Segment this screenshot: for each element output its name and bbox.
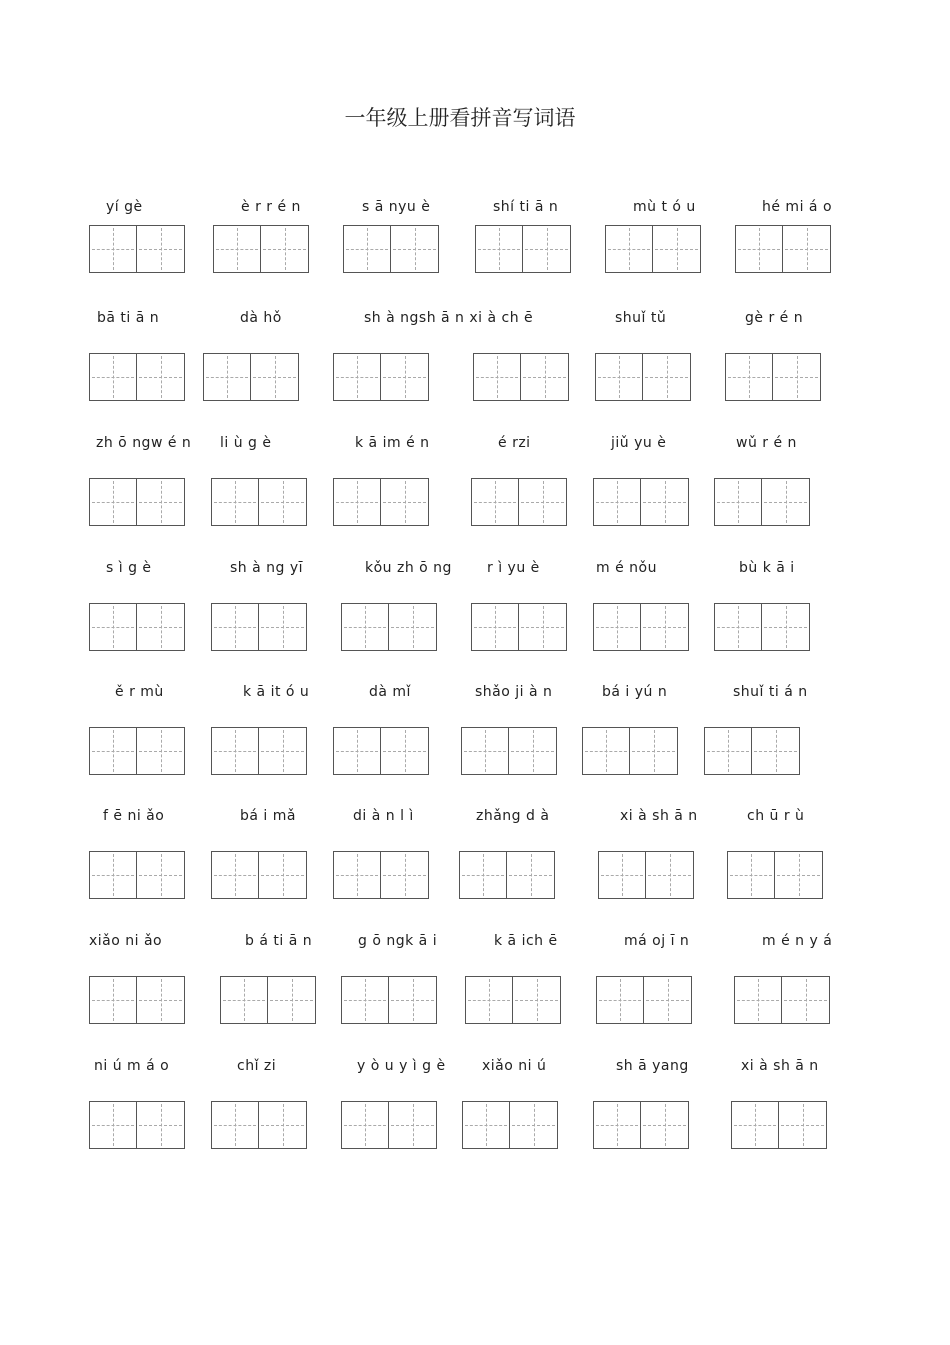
- pinyin-label: g ō ngk ā i: [358, 933, 438, 949]
- pinyin-label: má oj ī n: [624, 933, 690, 949]
- writing-boxes[interactable]: [459, 851, 555, 899]
- tianzige-cell[interactable]: [653, 225, 701, 273]
- tianzige-cell[interactable]: [89, 603, 137, 651]
- pinyin-label: xi à sh ā n: [620, 808, 698, 824]
- writing-boxes[interactable]: [605, 225, 701, 273]
- pinyin-label: dà mǐ: [369, 684, 411, 700]
- writing-boxes[interactable]: [735, 225, 831, 273]
- tianzige-cell[interactable]: [211, 603, 259, 651]
- writing-boxes[interactable]: [343, 225, 439, 273]
- pinyin-label: jiǔ yu è: [611, 435, 667, 451]
- writing-boxes[interactable]: [593, 478, 689, 526]
- tianzige-cell[interactable]: [752, 727, 800, 775]
- tianzige-cell[interactable]: [211, 727, 259, 775]
- pinyin-label: li ù g è: [220, 435, 272, 451]
- tianzige-cell[interactable]: [137, 353, 185, 401]
- tianzige-cell[interactable]: [333, 478, 381, 526]
- writing-boxes[interactable]: [725, 353, 821, 401]
- tianzige-cell[interactable]: [259, 1101, 307, 1149]
- writing-boxes[interactable]: [596, 976, 692, 1024]
- pinyin-label: shǎo ji à n: [475, 684, 553, 700]
- pinyin-label: bá i yú n: [602, 684, 668, 700]
- word-row: [0, 933, 950, 1043]
- pinyin-label: è r r é n: [241, 199, 301, 215]
- pinyin-label: r ì yu è: [487, 560, 540, 576]
- tianzige-cell[interactable]: [643, 353, 691, 401]
- pinyin-label: sh à ngsh ā n xi à ch ē: [364, 310, 534, 326]
- tianzige-cell[interactable]: [89, 727, 137, 775]
- pinyin-label: sh à ng yī: [230, 560, 304, 576]
- writing-boxes[interactable]: [473, 353, 569, 401]
- pinyin-label: bá i mǎ: [240, 808, 296, 824]
- tianzige-cell[interactable]: [268, 976, 316, 1024]
- writing-boxes[interactable]: [89, 727, 185, 775]
- word-row: [0, 808, 950, 918]
- pinyin-label: zh ō ngw é n: [96, 435, 192, 451]
- writing-boxes[interactable]: [734, 976, 830, 1024]
- writing-boxes[interactable]: [341, 1101, 437, 1149]
- tianzige-cell[interactable]: [137, 851, 185, 899]
- writing-boxes[interactable]: [598, 851, 694, 899]
- tianzige-cell[interactable]: [735, 225, 783, 273]
- writing-boxes[interactable]: [89, 851, 185, 899]
- writing-boxes[interactable]: [211, 727, 307, 775]
- pinyin-label: shí ti ā n: [493, 199, 559, 215]
- pinyin-label: m é nǒu: [596, 560, 657, 576]
- tianzige-cell[interactable]: [725, 353, 773, 401]
- tianzige-cell[interactable]: [333, 727, 381, 775]
- tianzige-cell[interactable]: [598, 851, 646, 899]
- writing-boxes[interactable]: [211, 1101, 307, 1149]
- writing-boxes[interactable]: [475, 225, 571, 273]
- writing-boxes[interactable]: [731, 1101, 827, 1149]
- tianzige-cell[interactable]: [259, 478, 307, 526]
- pinyin-label: b á ti ā n: [245, 933, 313, 949]
- tianzige-cell[interactable]: [211, 478, 259, 526]
- tianzige-cell[interactable]: [783, 225, 831, 273]
- tianzige-cell[interactable]: [261, 225, 309, 273]
- tianzige-cell[interactable]: [519, 478, 567, 526]
- writing-boxes[interactable]: [704, 727, 800, 775]
- writing-boxes[interactable]: [341, 976, 437, 1024]
- tianzige-cell[interactable]: [641, 1101, 689, 1149]
- pinyin-label: hé mi á o: [762, 199, 833, 215]
- word-row: [0, 310, 950, 420]
- writing-boxes[interactable]: [595, 353, 691, 401]
- writing-boxes[interactable]: [89, 603, 185, 651]
- writing-boxes[interactable]: [333, 353, 429, 401]
- pinyin-label: xiǎo ni ǎo: [89, 933, 163, 949]
- tianzige-cell[interactable]: [465, 976, 513, 1024]
- writing-boxes[interactable]: [341, 603, 437, 651]
- word-row: [0, 560, 950, 670]
- tianzige-cell[interactable]: [381, 727, 429, 775]
- tianzige-cell[interactable]: [251, 353, 299, 401]
- tianzige-cell[interactable]: [595, 353, 643, 401]
- writing-boxes[interactable]: [213, 225, 309, 273]
- tianzige-cell[interactable]: [137, 1101, 185, 1149]
- tianzige-cell[interactable]: [381, 353, 429, 401]
- tianzige-cell[interactable]: [605, 225, 653, 273]
- pinyin-label: zhǎng d à: [476, 808, 550, 824]
- word-row: [0, 435, 950, 545]
- writing-boxes[interactable]: [203, 353, 299, 401]
- tianzige-cell[interactable]: [213, 225, 261, 273]
- writing-boxes[interactable]: [333, 727, 429, 775]
- writing-boxes[interactable]: [727, 851, 823, 899]
- tianzige-cell[interactable]: [461, 727, 509, 775]
- tianzige-cell[interactable]: [762, 603, 810, 651]
- pinyin-label: m é n y á: [762, 933, 833, 949]
- tianzige-cell[interactable]: [89, 976, 137, 1024]
- pinyin-label: s ā nyu è: [362, 199, 431, 215]
- pinyin-label: bā ti ā n: [97, 310, 160, 326]
- tianzige-cell[interactable]: [137, 727, 185, 775]
- pinyin-label: k ā it ó u: [243, 684, 310, 700]
- writing-boxes[interactable]: [465, 976, 561, 1024]
- tianzige-cell[interactable]: [775, 851, 823, 899]
- tianzige-cell[interactable]: [381, 478, 429, 526]
- tianzige-cell[interactable]: [593, 603, 641, 651]
- tianzige-cell[interactable]: [782, 976, 830, 1024]
- tianzige-cell[interactable]: [343, 225, 391, 273]
- word-row: [0, 1058, 950, 1168]
- pinyin-label: mù t ó u: [633, 199, 696, 215]
- pinyin-label: dà hǒ: [240, 310, 282, 326]
- pinyin-label: di à n l ì: [353, 808, 414, 824]
- tianzige-cell[interactable]: [582, 727, 630, 775]
- tianzige-cell[interactable]: [779, 1101, 827, 1149]
- tianzige-cell[interactable]: [211, 1101, 259, 1149]
- tianzige-cell[interactable]: [89, 225, 137, 273]
- writing-boxes[interactable]: [714, 603, 810, 651]
- tianzige-cell[interactable]: [341, 1101, 389, 1149]
- tianzige-cell[interactable]: [641, 603, 689, 651]
- pinyin-label: kǒu zh ō ng: [365, 560, 452, 576]
- writing-boxes[interactable]: [211, 603, 307, 651]
- word-row: [0, 199, 950, 309]
- writing-boxes[interactable]: [333, 478, 429, 526]
- tianzige-cell[interactable]: [259, 727, 307, 775]
- tianzige-cell[interactable]: [513, 976, 561, 1024]
- pinyin-label: xi à sh ā n: [741, 1058, 819, 1074]
- tianzige-cell[interactable]: [462, 1101, 510, 1149]
- tianzige-cell[interactable]: [593, 1101, 641, 1149]
- tianzige-cell[interactable]: [507, 851, 555, 899]
- tianzige-cell[interactable]: [137, 225, 185, 273]
- tianzige-cell[interactable]: [523, 225, 571, 273]
- tianzige-cell[interactable]: [137, 976, 185, 1024]
- writing-boxes[interactable]: [714, 478, 810, 526]
- tianzige-cell[interactable]: [473, 353, 521, 401]
- pinyin-label: sh ā yang: [616, 1058, 689, 1074]
- pinyin-label: shuǐ tǔ: [615, 310, 667, 326]
- pinyin-label: bù k ā i: [739, 560, 795, 576]
- pinyin-label: ch ū r ù: [747, 808, 805, 824]
- writing-boxes[interactable]: [220, 976, 316, 1024]
- tianzige-cell[interactable]: [521, 353, 569, 401]
- writing-boxes[interactable]: [471, 603, 567, 651]
- tianzige-cell[interactable]: [714, 478, 762, 526]
- writing-boxes[interactable]: [471, 478, 567, 526]
- tianzige-cell[interactable]: [510, 1101, 558, 1149]
- tianzige-cell[interactable]: [389, 603, 437, 651]
- tianzige-cell[interactable]: [762, 478, 810, 526]
- tianzige-cell[interactable]: [731, 1101, 779, 1149]
- writing-boxes[interactable]: [462, 1101, 558, 1149]
- tianzige-cell[interactable]: [641, 478, 689, 526]
- tianzige-cell[interactable]: [646, 851, 694, 899]
- tianzige-cell[interactable]: [89, 1101, 137, 1149]
- tianzige-cell[interactable]: [519, 603, 567, 651]
- tianzige-cell[interactable]: [89, 353, 137, 401]
- tianzige-cell[interactable]: [509, 727, 557, 775]
- word-row: [0, 684, 950, 794]
- writing-boxes[interactable]: [89, 1101, 185, 1149]
- tianzige-cell[interactable]: [734, 976, 782, 1024]
- tianzige-cell[interactable]: [714, 603, 762, 651]
- tianzige-cell[interactable]: [341, 603, 389, 651]
- writing-boxes[interactable]: [211, 851, 307, 899]
- pinyin-label: k ā im é n: [355, 435, 430, 451]
- tianzige-cell[interactable]: [211, 851, 259, 899]
- writing-boxes[interactable]: [89, 353, 185, 401]
- tianzige-cell[interactable]: [389, 976, 437, 1024]
- tianzige-cell[interactable]: [333, 353, 381, 401]
- tianzige-cell[interactable]: [220, 976, 268, 1024]
- pinyin-label: k ā ich ē: [494, 933, 558, 949]
- writing-boxes[interactable]: [89, 478, 185, 526]
- pinyin-label: é rzi: [498, 435, 531, 451]
- tianzige-cell[interactable]: [459, 851, 507, 899]
- tianzige-cell[interactable]: [389, 1101, 437, 1149]
- tianzige-cell[interactable]: [593, 478, 641, 526]
- tianzige-cell[interactable]: [203, 353, 251, 401]
- pinyin-label: shuǐ ti á n: [733, 684, 808, 700]
- pinyin-label: f ē ni ǎo: [103, 808, 165, 824]
- tianzige-cell[interactable]: [137, 478, 185, 526]
- tianzige-cell[interactable]: [644, 976, 692, 1024]
- pinyin-label: wǔ r é n: [736, 435, 797, 451]
- pinyin-label: s ì g è: [106, 560, 152, 576]
- writing-boxes[interactable]: [89, 225, 185, 273]
- tianzige-cell[interactable]: [333, 851, 381, 899]
- page-title: 一年级上册看拼音写词语: [344, 106, 576, 130]
- writing-boxes[interactable]: [582, 727, 678, 775]
- writing-boxes[interactable]: [593, 1101, 689, 1149]
- pinyin-label: chǐ zi: [237, 1058, 277, 1074]
- tianzige-cell[interactable]: [471, 478, 519, 526]
- pinyin-label: gè r é n: [745, 310, 804, 326]
- tianzige-cell[interactable]: [259, 603, 307, 651]
- tianzige-cell[interactable]: [596, 976, 644, 1024]
- tianzige-cell[interactable]: [89, 478, 137, 526]
- writing-boxes[interactable]: [593, 603, 689, 651]
- writing-boxes[interactable]: [211, 478, 307, 526]
- writing-boxes[interactable]: [333, 851, 429, 899]
- tianzige-cell[interactable]: [471, 603, 519, 651]
- tianzige-cell[interactable]: [381, 851, 429, 899]
- pinyin-label: yí gè: [106, 199, 143, 215]
- pinyin-label: ě r mù: [115, 684, 164, 700]
- tianzige-cell[interactable]: [89, 851, 137, 899]
- tianzige-cell[interactable]: [391, 225, 439, 273]
- tianzige-cell[interactable]: [630, 727, 678, 775]
- tianzige-cell[interactable]: [137, 603, 185, 651]
- writing-boxes[interactable]: [89, 976, 185, 1024]
- tianzige-cell[interactable]: [475, 225, 523, 273]
- writing-boxes[interactable]: [461, 727, 557, 775]
- pinyin-label: y ò u y ì g è: [357, 1058, 446, 1074]
- pinyin-label: ni ú m á o: [94, 1058, 170, 1074]
- tianzige-cell[interactable]: [341, 976, 389, 1024]
- tianzige-cell[interactable]: [704, 727, 752, 775]
- tianzige-cell[interactable]: [727, 851, 775, 899]
- tianzige-cell[interactable]: [259, 851, 307, 899]
- tianzige-cell[interactable]: [773, 353, 821, 401]
- pinyin-label: xiǎo ni ú: [482, 1058, 547, 1074]
